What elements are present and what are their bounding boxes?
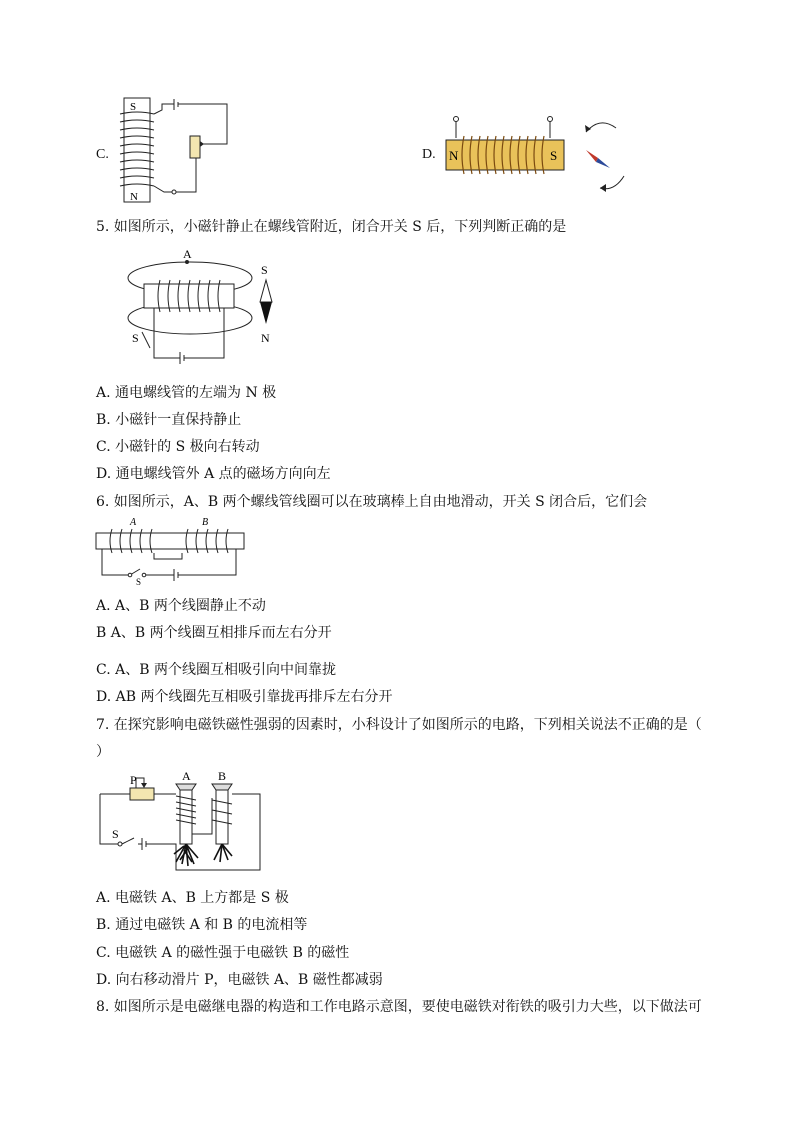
fig-d-solenoid-diagram [440, 112, 640, 194]
q7-stem-line1: 7. 在探究影响电磁铁磁性强弱的因素时，小科设计了如图所示的电路，下列相关说法不正确的是（ [96, 717, 702, 733]
fig-d-compass-needle [586, 150, 610, 168]
q6-option-d: D. AB 两个线圈先互相吸引靠拢再排斥左右分开 [96, 689, 393, 705]
q5-option-c: C. 小磁针的 S 极向右转动 [96, 439, 260, 455]
fig-c-bottom-pole: N [130, 191, 138, 203]
q6-stem: 6. 如图所示，A、B 两个螺线管线圈可以在玻璃棒上自由地滑动，开关 S 闭合后，它们会 [96, 494, 648, 510]
q7-stem-line2: ） [96, 744, 110, 760]
q7-magnet-b-label: B [218, 770, 227, 783]
q6-coil-a: A [130, 517, 137, 528]
fig-c-solenoid-diagram [112, 96, 237, 208]
q8-stem: 8. 如图所示是电磁继电器的构造和工作电路示意图，要使电磁铁对衔铁的吸引力大些，以下做法可 [96, 999, 702, 1015]
q7-electromagnet-figure [96, 770, 266, 878]
q6-option-b: B A、B 两个线圈互相排斥而左右分开 [96, 625, 332, 641]
q6-option-c: C. A、B 两个线圈互相吸引向中间靠拢 [96, 662, 336, 678]
q6-coils-figure [94, 515, 250, 585]
q6-switch-s: S [136, 577, 142, 585]
q5-needle-bottom: N [261, 331, 270, 345]
q5-option-b: B. 小磁针一直保持静止 [96, 412, 242, 428]
q6-coil-b: B [202, 517, 209, 528]
fig-c-label: C. [96, 147, 109, 162]
q5-compass-needle-black [260, 302, 272, 324]
q5-stem: 5. 如图所示，小磁针静止在螺线管附近，闭合开关 S 后，下列判断正确的是 [96, 219, 567, 235]
fig-d-right-pole: S [550, 148, 558, 163]
q5-option-a: A. 通电螺线管的左端为 N 极 [96, 385, 277, 401]
q7-magnet-a-label: A [182, 770, 191, 783]
q7-option-c: C. 电磁铁 A 的磁性强于电磁铁 B 的磁性 [96, 945, 350, 961]
q7-switch-s: S [112, 827, 119, 841]
q7-electromagnet-a [174, 784, 198, 866]
q5-solenoid-figure [120, 246, 290, 368]
q5-compass-needle-white [260, 280, 272, 302]
q7-slider-p: P [130, 773, 137, 787]
fig-c-top-pole: S [130, 101, 137, 113]
q5-option-d: D. 通电螺线管外 A 点的磁场方向向左 [96, 466, 331, 482]
q5-needle-top: S [261, 263, 268, 277]
q7-electromagnet-b [212, 784, 232, 862]
q7-option-d: D. 向右移动滑片 P，电磁铁 A、B 磁性都减弱 [96, 972, 383, 988]
fig-d-label: D. [422, 147, 436, 162]
q6-option-a: A. A、B 两个线圈静止不动 [96, 598, 266, 614]
q7-rheostat [130, 788, 154, 800]
q7-option-b: B. 通过电磁铁 A 和 B 的电流相等 [96, 917, 308, 933]
q5-switch-s: S [132, 331, 139, 345]
fig-d-left-pole: N [449, 148, 459, 163]
q7-option-a: A. 电磁铁 A、B 上方都是 S 极 [96, 890, 289, 906]
q5-point-a: A [183, 247, 192, 261]
